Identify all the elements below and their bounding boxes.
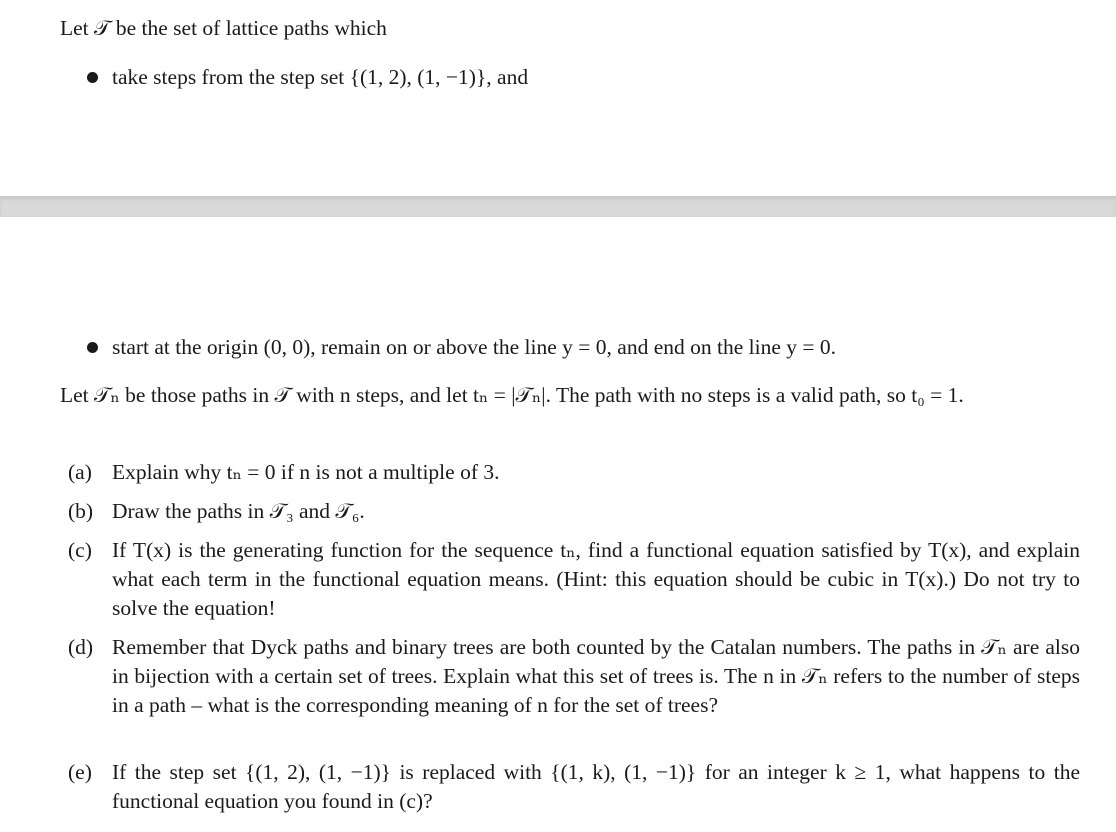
part-text: If the step set {(1, 2), (1, −1)} is replaced with {(1, k), (1, −1)} for an integer k ≥ 1, what happens to the functional equation you found in (c)? bbox=[112, 760, 1080, 813]
problem-part-a bbox=[68, 458, 1080, 487]
part-label: (d) bbox=[68, 635, 94, 659]
part-label: (a) bbox=[68, 460, 92, 484]
bullet-item-start-end: start at the origin (0, 0), remain on or above the line y = 0, and end on the line y = 0. bbox=[112, 335, 837, 359]
problem-part-e bbox=[68, 758, 1080, 816]
part-text: Remember that Dyck paths and binary trees are both counted by the Catalan numbers. The paths in 𝒯ₙ are also in bijection with a certain set of trees. Explain what this set of trees is. The n in 𝒯ₙ refers to the number of steps in a path – what is the corresponding meaning of n for the set of trees? bbox=[112, 635, 1080, 717]
bullet-marker bbox=[87, 342, 98, 353]
part-label: (e) bbox=[68, 760, 92, 784]
problem-part-d bbox=[68, 633, 1080, 720]
bullet-marker bbox=[87, 72, 98, 83]
page-divider bbox=[0, 196, 1116, 217]
problem-part-b bbox=[68, 497, 1080, 526]
intro-text: Let 𝒯 be the set of lattice paths which bbox=[60, 16, 387, 40]
definition-paragraph: Let 𝒯ₙ be those paths in 𝒯 with n steps, and let tₙ = |𝒯ₙ|. The path with no steps is a valid path, so t₀ = 1. bbox=[60, 383, 964, 407]
part-text: Draw the paths in 𝒯₃ and 𝒯₆. bbox=[112, 499, 365, 523]
problem-part-c bbox=[68, 536, 1080, 623]
part-label: (b) bbox=[68, 499, 94, 523]
part-label: (c) bbox=[68, 538, 92, 562]
part-text: If T(x) is the generating function for the sequence tₙ, find a functional equation satisfied by T(x), and explain what each term in the functional equation means. (Hint: this equation should be cubic in T(x).) Do not try to solve the equation! bbox=[112, 538, 1080, 620]
bullet-item-step-set: take steps from the step set {(1, 2), (1, −1)}, and bbox=[112, 65, 529, 89]
part-text: Explain why tₙ = 0 if n is not a multiple of 3. bbox=[112, 460, 500, 484]
